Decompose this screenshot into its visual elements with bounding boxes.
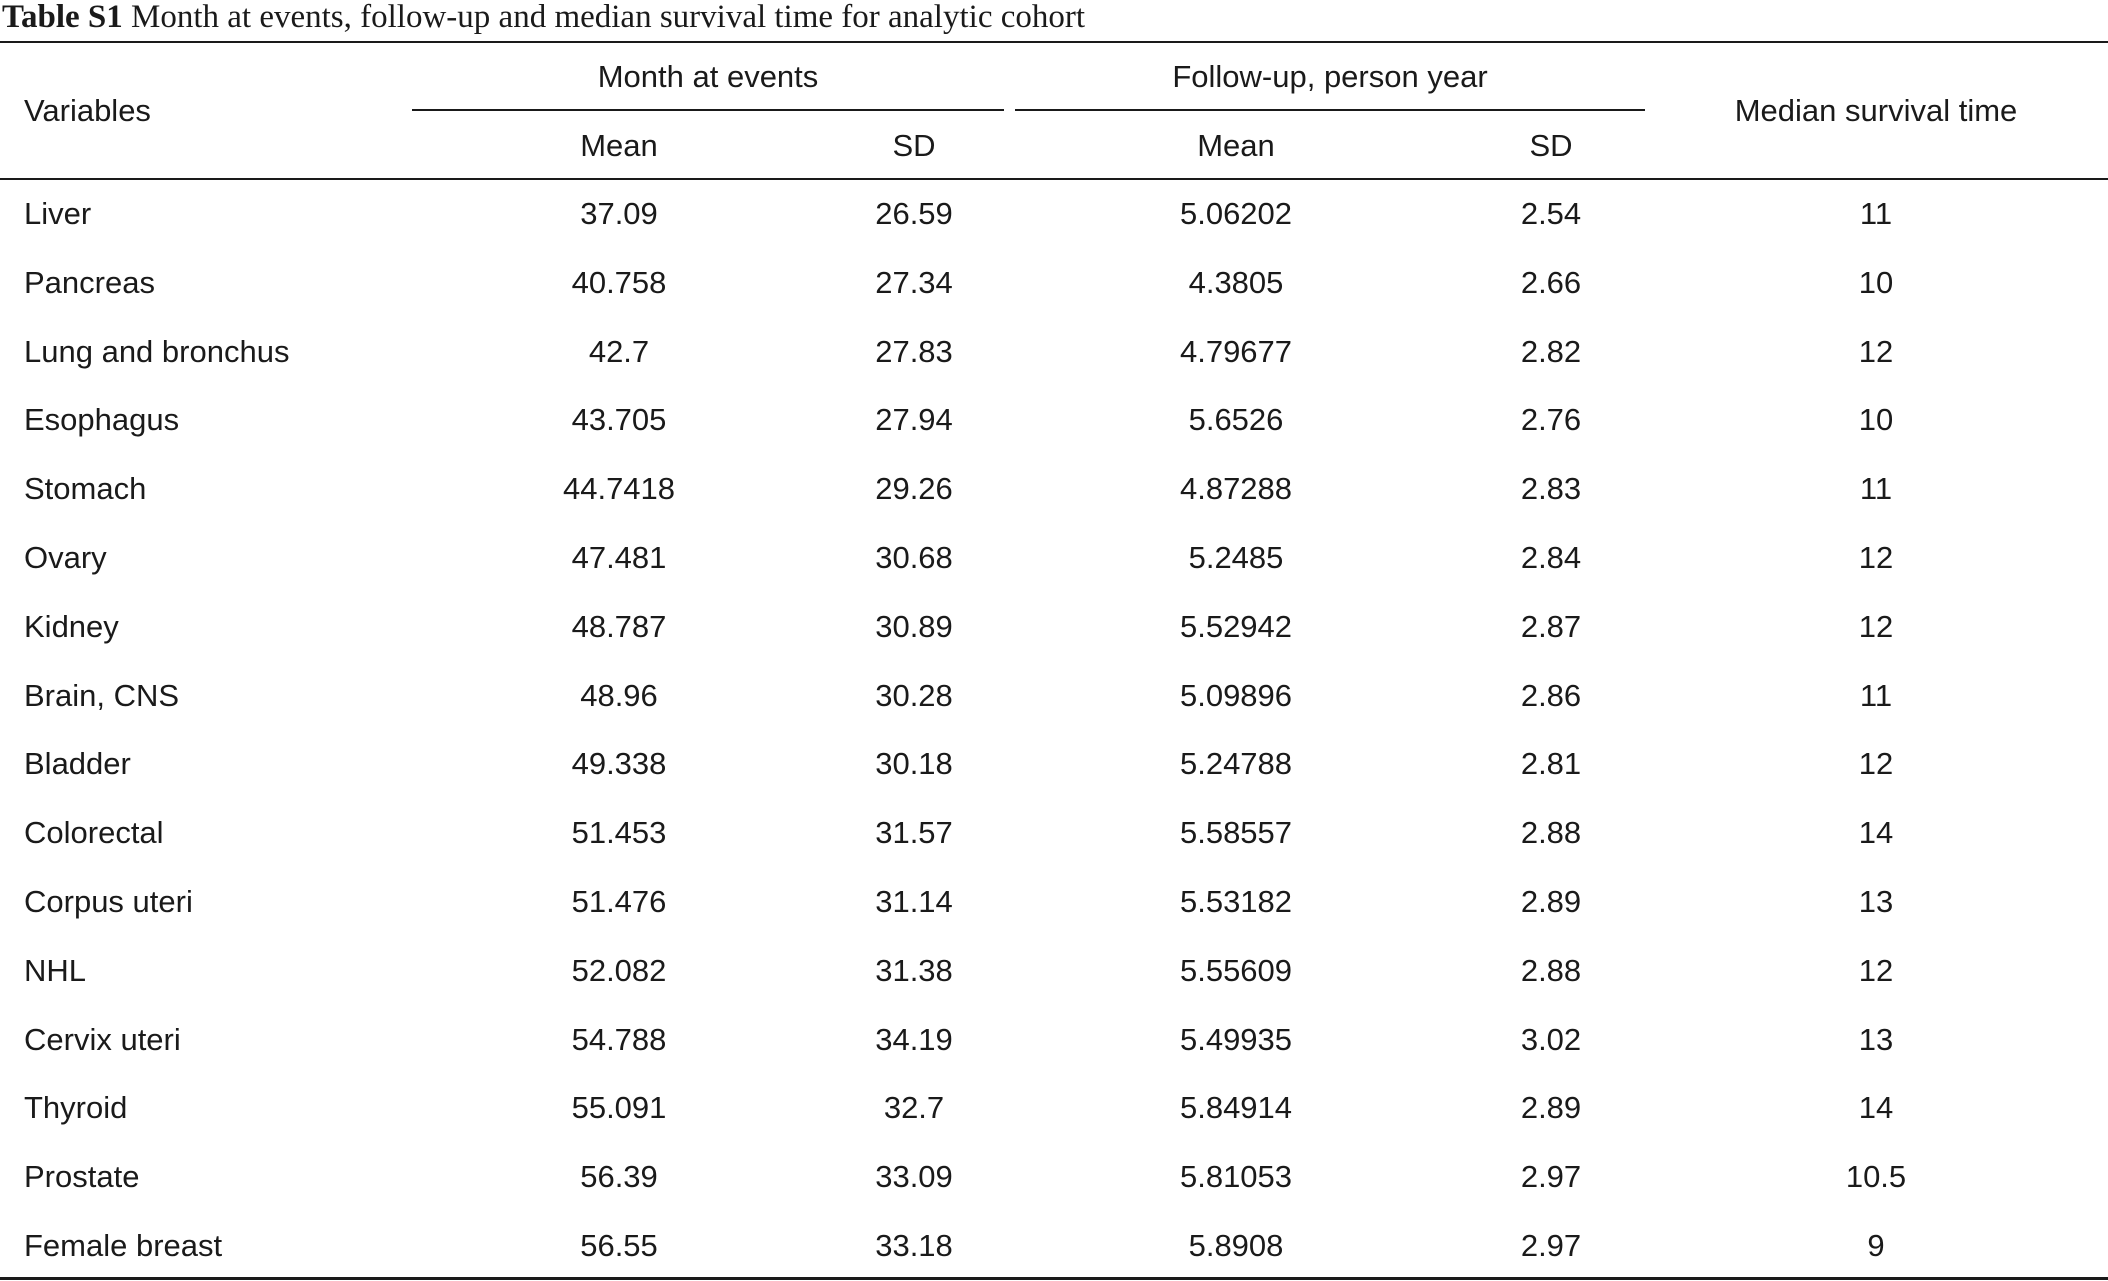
cell-median: 12 <box>1858 540 1894 575</box>
cell-follow-sd: 2.89 <box>1520 884 1582 919</box>
table-row <box>0 662 2108 731</box>
cell-follow-mean: 5.58557 <box>1179 815 1293 851</box>
cell-variable: NHL <box>24 952 87 988</box>
cell-events-mean: 47.481 <box>571 540 667 575</box>
cell-events-mean: 37.09 <box>580 196 658 231</box>
cell-events-mean: 48.787 <box>571 608 667 644</box>
cell-follow-sd: 2.88 <box>1520 815 1582 851</box>
cell-median: 12 <box>1858 333 1894 369</box>
table-bottom-rule <box>0 1277 2108 1280</box>
cell-events-sd: 26.59 <box>875 196 953 231</box>
cell-variable: Thyroid <box>24 1090 128 1126</box>
cell-median: 11 <box>1859 471 1893 507</box>
cell-follow-mean: 5.84914 <box>1179 1090 1293 1126</box>
table-row <box>0 937 2108 1006</box>
cell-events-mean: 51.453 <box>571 815 667 851</box>
cell-variable: Prostate <box>24 1159 140 1195</box>
cell-events-mean: 40.758 <box>571 264 667 300</box>
cell-follow-sd: 2.66 <box>1520 264 1582 300</box>
table-row <box>0 386 2108 455</box>
cell-variable: Kidney <box>24 608 119 644</box>
cell-events-sd: 31.57 <box>875 815 953 851</box>
header-group-month-at-events: Month at events <box>597 59 819 94</box>
cell-follow-sd: 2.86 <box>1520 677 1582 713</box>
table-row <box>0 593 2108 662</box>
table-row <box>0 249 2108 318</box>
cell-variable: Cervix uteri <box>24 1021 181 1057</box>
cell-events-sd: 30.18 <box>875 746 953 782</box>
cell-follow-sd: 2.88 <box>1520 952 1582 988</box>
cell-follow-mean: 5.2485 <box>1188 540 1284 575</box>
cell-follow-mean: 5.55609 <box>1179 952 1293 988</box>
cell-follow-sd: 2.89 <box>1520 1090 1582 1126</box>
cell-follow-mean: 5.24788 <box>1179 746 1293 782</box>
header-subrule-events <box>412 109 1004 111</box>
header-events-sd: SD <box>892 128 936 163</box>
cell-variable: Esophagus <box>24 402 180 438</box>
cell-variable: Colorectal <box>24 815 164 851</box>
cell-variable: Corpus uteri <box>24 884 193 919</box>
cell-events-sd: 30.89 <box>875 608 953 644</box>
cell-median: 10 <box>1858 402 1894 438</box>
cell-follow-sd: 3.02 <box>1520 1021 1582 1057</box>
cell-events-mean: 55.091 <box>571 1090 667 1126</box>
cell-median: 12 <box>1858 952 1894 988</box>
cell-events-mean: 54.788 <box>571 1021 667 1057</box>
cell-events-sd: 33.18 <box>875 1228 953 1263</box>
table-row <box>0 868 2108 937</box>
cell-follow-sd: 2.83 <box>1520 471 1582 507</box>
cell-events-mean: 43.705 <box>571 402 667 438</box>
cell-median: 11 <box>1859 196 1893 231</box>
header-subrule-follow <box>1015 109 1645 111</box>
cell-follow-mean: 5.09896 <box>1179 677 1293 713</box>
header-variables: Variables <box>24 93 151 128</box>
cell-events-mean: 51.476 <box>571 884 667 919</box>
cell-median: 12 <box>1858 746 1894 782</box>
table-row <box>0 799 2108 868</box>
table-row <box>0 524 2108 593</box>
cell-follow-mean: 5.06202 <box>1179 196 1293 231</box>
cell-events-mean: 48.96 <box>580 677 658 713</box>
table-row <box>0 180 2108 249</box>
table-caption <box>2 0 1085 36</box>
cell-events-sd: 27.94 <box>875 402 953 438</box>
cell-variable: Brain, CNS <box>24 677 180 713</box>
cell-variable: Liver <box>24 196 92 231</box>
header-follow-mean: Mean <box>1197 128 1275 163</box>
table-row <box>0 1143 2108 1212</box>
cell-events-mean: 42.7 <box>588 333 650 369</box>
cell-events-sd: 30.68 <box>875 540 953 575</box>
cell-follow-mean: 5.81053 <box>1179 1159 1293 1195</box>
cell-follow-mean: 5.53182 <box>1179 884 1293 919</box>
cell-events-mean: 44.7418 <box>562 471 676 507</box>
cell-events-sd: 31.38 <box>875 952 953 988</box>
cell-variable: Stomach <box>24 471 147 507</box>
table-row <box>0 318 2108 387</box>
cell-variable: Bladder <box>24 746 131 782</box>
cell-follow-mean: 4.3805 <box>1188 264 1284 300</box>
cell-events-mean: 49.338 <box>571 746 667 782</box>
cell-follow-sd: 2.97 <box>1520 1159 1582 1195</box>
cell-median: 12 <box>1858 608 1894 644</box>
header-group-follow-up: Follow-up, person year <box>1172 59 1488 94</box>
cell-follow-sd: 2.81 <box>1520 746 1582 782</box>
cell-events-sd: 33.09 <box>875 1159 953 1195</box>
cell-median: 13 <box>1858 1021 1894 1057</box>
cell-median: 9 <box>1867 1228 1885 1263</box>
table-row <box>0 1006 2108 1075</box>
cell-follow-mean: 5.49935 <box>1179 1021 1293 1057</box>
cell-follow-sd: 2.76 <box>1520 402 1582 438</box>
table-row <box>0 455 2108 524</box>
table-row <box>0 730 2108 799</box>
cell-follow-mean: 5.6526 <box>1188 402 1284 438</box>
cell-events-sd: 27.34 <box>875 264 953 300</box>
cell-follow-mean: 5.8908 <box>1188 1228 1284 1263</box>
header-follow-sd: SD <box>1529 128 1573 163</box>
cell-median: 10 <box>1858 264 1894 300</box>
table-row <box>0 1212 2108 1281</box>
cell-follow-mean: 4.87288 <box>1179 471 1293 507</box>
cell-events-sd: 27.83 <box>875 333 953 369</box>
header-events-mean: Mean <box>580 128 658 163</box>
cell-follow-sd: 2.97 <box>1520 1228 1582 1263</box>
cell-events-sd: 31.14 <box>875 884 953 919</box>
cell-median: 11 <box>1859 677 1893 713</box>
cell-median: 14 <box>1858 1090 1894 1126</box>
table-row <box>0 1074 2108 1143</box>
cell-variable: Ovary <box>24 540 107 575</box>
cell-follow-mean: 5.52942 <box>1179 608 1293 644</box>
cell-events-sd: 29.26 <box>875 471 953 507</box>
cell-events-sd: 32.7 <box>883 1090 945 1126</box>
cell-median: 14 <box>1858 815 1894 851</box>
cell-events-mean: 56.55 <box>580 1228 658 1263</box>
cell-follow-mean: 4.79677 <box>1179 333 1293 369</box>
cell-follow-sd: 2.54 <box>1520 196 1582 231</box>
cell-variable: Female breast <box>24 1228 223 1263</box>
table-caption-text: Month at events, follow-up and median survival time for analytic cohort <box>131 0 1086 35</box>
cell-variable: Lung and bronchus <box>24 333 290 369</box>
cell-follow-sd: 2.87 <box>1520 608 1582 644</box>
table-top-rule <box>0 41 2108 43</box>
header-median-survival-time: Median survival time <box>1734 93 2018 128</box>
cell-events-sd: 34.19 <box>875 1021 953 1057</box>
cell-events-mean: 52.082 <box>571 952 667 988</box>
cell-follow-sd: 2.82 <box>1520 333 1582 369</box>
cell-events-mean: 56.39 <box>580 1159 658 1195</box>
cell-follow-sd: 2.84 <box>1520 540 1582 575</box>
cell-median: 13 <box>1858 884 1894 919</box>
table-caption-label: Table S1 <box>2 0 123 35</box>
cell-median: 10.5 <box>1845 1159 1907 1195</box>
cell-variable: Pancreas <box>24 264 155 300</box>
cell-events-sd: 30.28 <box>875 677 953 713</box>
